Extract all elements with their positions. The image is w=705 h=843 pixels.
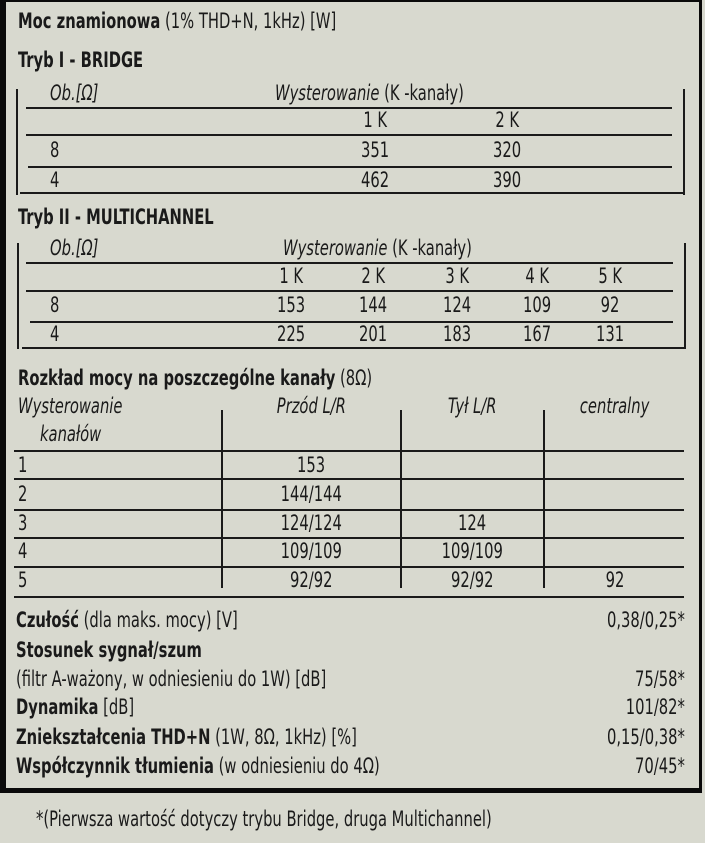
multi-col: 2 K	[361, 264, 385, 288]
dist-divider-1	[221, 410, 223, 588]
multi-cell: 225	[276, 322, 306, 346]
dist-cell-rear	[403, 482, 541, 506]
bridge-load-header: Ob.[Ω]	[50, 81, 99, 105]
bridge-drive-header-rest: (K -kanały)	[379, 81, 464, 105]
multi-right-rule	[684, 243, 686, 349]
title-rest: (1% THD+N, 1kHz) [W]	[160, 9, 337, 33]
multi-col: 4 K	[525, 264, 549, 288]
dist-divider-3	[543, 410, 545, 588]
multi-col: 1 K	[279, 264, 303, 288]
spec-value-dynamics: 101/82*	[625, 695, 685, 719]
multichannel-heading: Tryb II - MULTICHANNEL	[18, 205, 214, 229]
multi-cell: 131	[595, 322, 625, 346]
multi-load-header: Ob.[Ω]	[50, 236, 99, 260]
dist-cell-front: 124/124	[280, 511, 342, 535]
dist-header-center: centralny	[580, 394, 650, 418]
bridge-rule-bottom	[20, 192, 684, 194]
dist-rule	[14, 450, 684, 452]
dist-cell-rear	[403, 453, 541, 477]
bridge-drive-header-italic: Wysterowanie	[275, 81, 380, 105]
multi-cell: 183	[442, 322, 472, 346]
multi-row-load: 4	[50, 322, 60, 346]
dist-row-channels: 1	[18, 453, 28, 477]
dist-cell-center	[546, 453, 684, 477]
dist-cell-front: 153	[296, 453, 326, 477]
multi-rule-bottom	[22, 347, 684, 349]
title-bold: Moc znamionowa	[18, 9, 161, 33]
spec-value-damping: 70/45*	[635, 754, 685, 778]
dist-cell-rear: 109/109	[441, 539, 503, 563]
multi-drive-header-rest: (K -kanały)	[387, 236, 472, 260]
dist-cell-rear: 124	[457, 511, 487, 535]
multi-cell: 201	[358, 322, 388, 346]
dist-rule	[14, 478, 684, 480]
dist-cell-center	[546, 482, 684, 506]
multi-col: 3 K	[445, 264, 469, 288]
dist-row-channels: 2	[18, 482, 28, 506]
dist-header-rear: Tył L/R	[447, 394, 497, 418]
bridge-cell: 462	[360, 168, 390, 192]
spec-label-thd: Zniekształcenia THD+N (1W, 8Ω, 1kHz) [%]	[16, 725, 357, 749]
dist-row-channels: 3	[18, 511, 28, 535]
multi-cell: 124	[442, 293, 472, 317]
bridge-row-load: 8	[50, 138, 60, 162]
dist-cell-center	[546, 539, 684, 563]
spec-label-dynamics: Dynamika [dB]	[16, 695, 135, 719]
multi-col: 5 K	[598, 264, 622, 288]
dist-cell-rear: 92/92	[450, 568, 494, 592]
spec-label-snr-detail: (filtr A-ważony, w odniesieniu do 1W) [dB]	[16, 667, 327, 691]
distribution-heading	[18, 366, 372, 390]
bridge-col-2k: 2 K	[495, 108, 519, 132]
dist-rule	[14, 596, 684, 598]
multi-drive-header	[283, 236, 472, 260]
dist-cell-front: 144/144	[280, 482, 342, 506]
bridge-drive-header	[275, 81, 464, 105]
bridge-heading: Tryb I - BRIDGE	[18, 48, 144, 72]
spec-value-snr: 75/58*	[635, 667, 685, 691]
multi-cell: 92	[600, 293, 620, 317]
dist-divider-2	[400, 410, 402, 588]
dist-cell-center: 92	[605, 568, 625, 592]
dist-row-channels: 5	[18, 568, 28, 592]
multi-cell: 144	[358, 293, 388, 317]
multi-row-load: 8	[50, 293, 60, 317]
spec-label-damping: Współczynnik tłumienia (w odniesieniu do 4Ω)	[16, 754, 380, 778]
dist-cell-center	[546, 511, 684, 535]
bridge-rule-2	[26, 134, 672, 136]
spec-value-sensitivity: 0,38/0,25*	[607, 608, 685, 632]
dist-header-channels-1: Wysterowanie	[18, 394, 123, 418]
multi-cell: 167	[522, 322, 552, 346]
bridge-cell: 390	[492, 168, 522, 192]
bridge-cell: 351	[360, 138, 390, 162]
dist-cell-front: 92/92	[289, 568, 333, 592]
bridge-cell: 320	[492, 138, 522, 162]
multi-cell: 109	[522, 293, 552, 317]
bridge-row-load: 4	[50, 168, 60, 192]
spec-label-snr: Stosunek sygnał/szum	[16, 638, 202, 662]
dist-header-front: Przód L/R	[276, 394, 346, 418]
spec-value-thd: 0,15/0,38*	[607, 725, 685, 749]
bridge-col-1k: 1 K	[363, 108, 387, 132]
dist-row-channels: 4	[18, 539, 28, 563]
multi-left-rule	[17, 243, 19, 349]
bridge-right-rule	[683, 89, 685, 195]
dist-header-channels-2: kanałów	[40, 422, 102, 446]
footnote: *(Pierwsza wartość dotyczy trybu Bridge, druga Multichannel)	[36, 807, 492, 831]
dist-cell-front: 109/109	[280, 539, 342, 563]
multi-cell: 153	[276, 293, 306, 317]
title	[18, 9, 336, 33]
multi-drive-header-italic: Wysterowanie	[283, 236, 388, 260]
distribution-heading-rest: (8Ω)	[335, 366, 373, 390]
bridge-left-rule	[16, 89, 18, 195]
spec-label-sensitivity: Czułość (dla maks. mocy) [V]	[16, 608, 238, 632]
distribution-heading-bold: Rozkład mocy na poszczególne kanały	[18, 366, 336, 390]
multi-rule-2	[26, 290, 673, 292]
